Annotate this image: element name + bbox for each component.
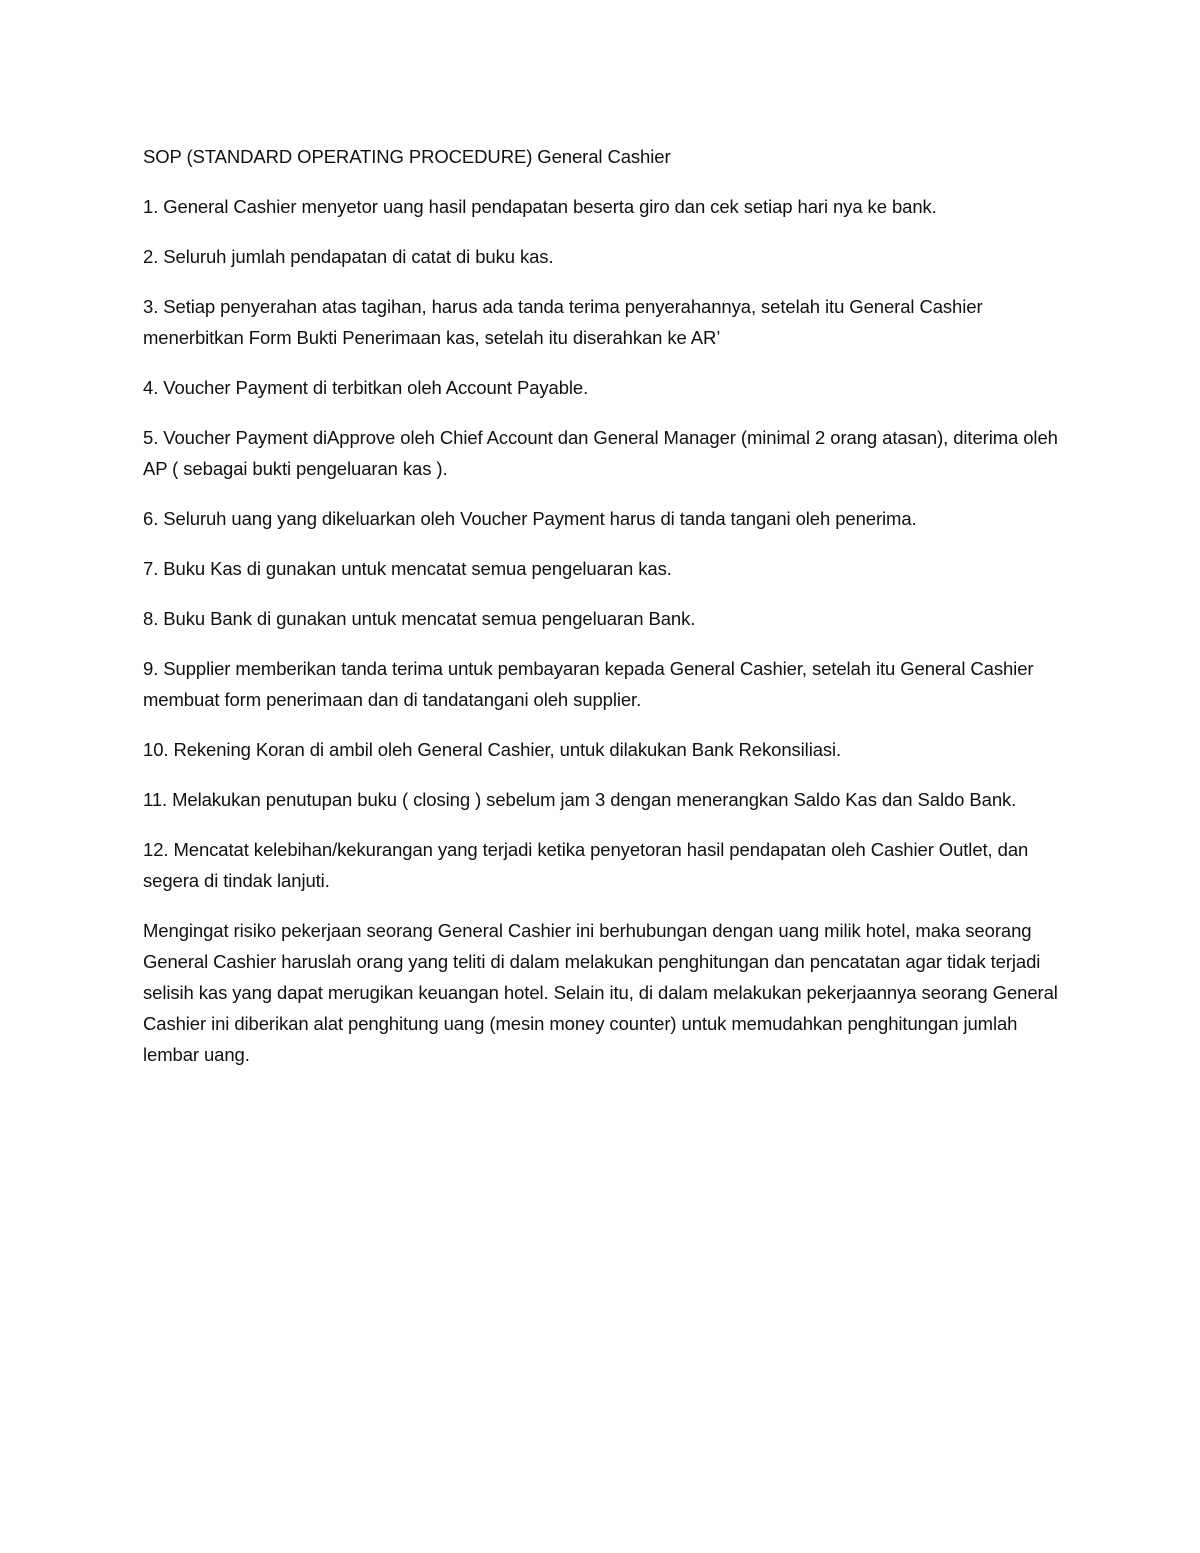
sop-item-1: 1. General Cashier menyetor uang hasil pendapatan beserta giro dan cek setiap hari nya ke bank. (143, 196, 937, 217)
sop-item-5: 5. Voucher Payment diApprove oleh Chief Account dan General Manager (minimal 2 orang atasan), diterima oleh AP ( sebagai bukti pengeluaran kas ). (143, 427, 1058, 479)
document-page (143, 141, 1058, 1089)
sop-item-11: 11. Melakukan penutupan buku ( closing ) sebelum jam 3 dengan menerangkan Saldo Kas dan Saldo Bank. (143, 789, 1017, 810)
sop-item-3: 3. Setiap penyerahan atas tagihan, harus ada tanda terima penyerahannya, setelah itu General Cashier menerbitkan Form Bukti Penerimaan kas, setelah itu diserahkan ke AR’ (143, 296, 983, 348)
sop-item-10: 10. Rekening Koran di ambil oleh General Cashier, untuk dilakukan Bank Rekonsiliasi. (143, 739, 842, 760)
sop-item-8: 8. Buku Bank di gunakan untuk mencatat semua pengeluaran Bank. (143, 608, 696, 629)
document-title: SOP (STANDARD OPERATING PROCEDURE) General Cashier (143, 146, 671, 167)
sop-item-12: 12. Mencatat kelebihan/kekurangan yang terjadi ketika penyetoran hasil pendapatan oleh Cashier Outlet, dan segera di tindak lanjuti. (143, 839, 1029, 891)
sop-item-4: 4. Voucher Payment di terbitkan oleh Account Payable. (143, 377, 589, 398)
sop-item-7: 7. Buku Kas di gunakan untuk mencatat semua pengeluaran kas. (143, 558, 672, 579)
sop-item-6: 6. Seluruh uang yang dikeluarkan oleh Voucher Payment harus di tanda tangani oleh penerima. (143, 508, 917, 529)
closing-paragraph: Mengingat risiko pekerjaan seorang General Cashier ini berhubungan dengan uang milik hotel, maka seorang General Cashier haruslah orang yang teliti di dalam melakukan penghitungan dan pencatatan agar tidak terjadi selisih kas yang dapat merugikan keuangan hotel. Selain itu, di dalam melakukan pekerjaannya seorang General Cashier ini diberikan alat penghitung uang (mesin money counter) untuk memudahkan penghitungan jumlah lembar uang. (143, 920, 1058, 1065)
sop-item-9: 9. Supplier memberikan tanda terima untuk pembayaran kepada General Cashier, setelah itu General Cashier membuat form penerimaan dan di tandatangani oleh supplier. (143, 658, 1034, 710)
sop-item-2: 2. Seluruh jumlah pendapatan di catat di buku kas. (143, 246, 554, 267)
